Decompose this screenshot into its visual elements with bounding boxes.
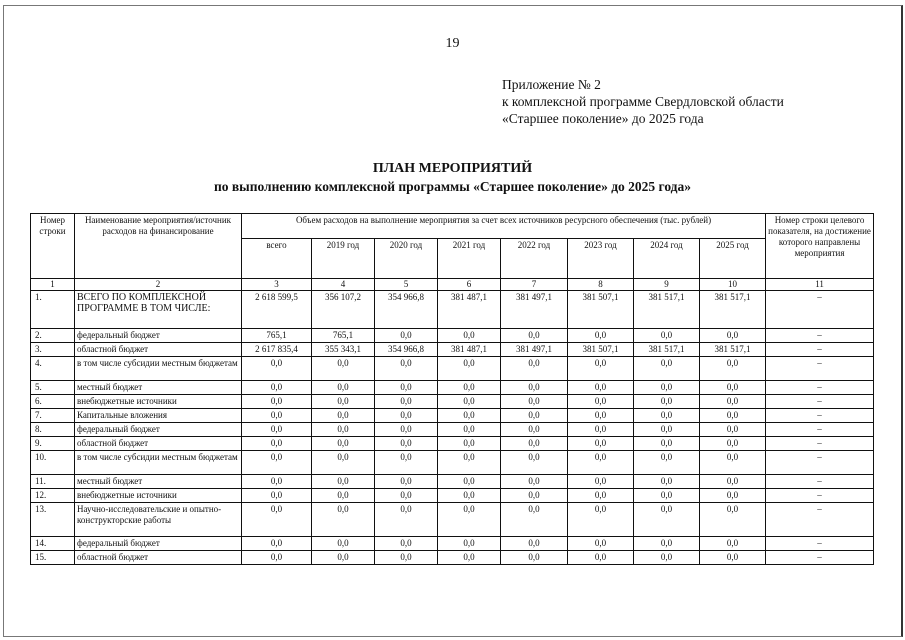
value-cell: 0,0	[375, 451, 438, 475]
target-cell: –	[766, 395, 874, 409]
value-cell: 354 966,8	[375, 343, 438, 357]
value-cell: 0,0	[634, 537, 700, 551]
value-cell: 381 517,1	[634, 291, 700, 329]
row-name-cell: областной бюджет	[75, 343, 242, 357]
table-row	[31, 395, 874, 409]
value-cell: 0,0	[312, 381, 375, 395]
table-row	[31, 451, 874, 475]
table-row	[31, 409, 874, 423]
value-cell: 0,0	[312, 357, 375, 381]
value-cell: 0,0	[700, 409, 766, 423]
value-cell: 0,0	[375, 357, 438, 381]
value-cell: 0,0	[568, 437, 634, 451]
value-cell: 0,0	[438, 409, 501, 423]
header-year: 2024 год	[634, 239, 700, 279]
target-cell: –	[766, 291, 874, 329]
value-cell: 356 107,2	[312, 291, 375, 329]
table-row	[31, 423, 874, 437]
value-cell: 0,0	[438, 451, 501, 475]
row-name-cell: федеральный бюджет	[75, 329, 242, 343]
header-year: 2022 год	[501, 239, 568, 279]
value-cell: 0,0	[700, 503, 766, 537]
value-cell: 0,0	[634, 329, 700, 343]
value-cell: 0,0	[700, 537, 766, 551]
value-cell: 0,0	[312, 423, 375, 437]
value-cell: 0,0	[700, 551, 766, 565]
value-cell: 0,0	[634, 503, 700, 537]
target-cell: –	[766, 343, 874, 357]
target-cell: –	[766, 551, 874, 565]
column-number: 9	[634, 279, 700, 291]
value-cell: 0,0	[375, 329, 438, 343]
value-cell: 0,0	[375, 503, 438, 537]
row-name-cell: внебюджетные источники	[75, 489, 242, 503]
row-number-cell: 9.	[31, 437, 75, 451]
table-row	[31, 537, 874, 551]
value-cell: 0,0	[375, 551, 438, 565]
table-row	[31, 503, 874, 537]
header-name: Наименование мероприятия/источник расходов на финансирование	[75, 214, 242, 279]
page-number: 19	[445, 36, 460, 51]
appendix-line: к комплексной программе Свердловской области	[502, 94, 784, 109]
value-cell: 0,0	[438, 395, 501, 409]
row-number-cell: 12.	[31, 489, 75, 503]
value-cell: 381 517,1	[634, 343, 700, 357]
row-name-cell: ВСЕГО ПО КОМПЛЕКСНОЙ ПРОГРАММЕ В ТОМ ЧИСЛЕ:	[75, 291, 242, 329]
value-cell: 0,0	[501, 329, 568, 343]
value-cell: 0,0	[242, 357, 312, 381]
value-cell: 0,0	[375, 423, 438, 437]
value-cell: 0,0	[700, 329, 766, 343]
value-cell: 381 507,1	[568, 291, 634, 329]
target-cell: –	[766, 489, 874, 503]
target-cell: –	[766, 503, 874, 537]
header-year: 2021 год	[438, 239, 501, 279]
value-cell: 0,0	[634, 489, 700, 503]
value-cell: 0,0	[312, 437, 375, 451]
header-year: 2020 год	[375, 239, 438, 279]
row-name-cell: внебюджетные источники	[75, 395, 242, 409]
value-cell: 0,0	[634, 475, 700, 489]
value-cell: 0,0	[501, 489, 568, 503]
value-cell: 0,0	[700, 489, 766, 503]
value-cell: 0,0	[568, 357, 634, 381]
target-cell: –	[766, 329, 874, 343]
value-cell: 0,0	[501, 451, 568, 475]
header-year: 2023 год	[568, 239, 634, 279]
value-cell: 0,0	[242, 423, 312, 437]
row-number-cell: 15.	[31, 551, 75, 565]
row-name-cell: Капитальные вложения	[75, 409, 242, 423]
value-cell: 0,0	[501, 395, 568, 409]
value-cell: 765,1	[242, 329, 312, 343]
column-number: 7	[501, 279, 568, 291]
value-cell: 0,0	[312, 489, 375, 503]
column-number: 8	[568, 279, 634, 291]
value-cell: 0,0	[700, 437, 766, 451]
appendix-block	[502, 76, 784, 127]
plan-table	[30, 213, 874, 565]
value-cell: 0,0	[375, 409, 438, 423]
row-name-cell: Научно-исследовательские и опытно-конструкторские работы	[75, 503, 242, 537]
row-name-cell: местный бюджет	[75, 381, 242, 395]
row-number-cell: 6.	[31, 395, 75, 409]
value-cell: 0,0	[438, 437, 501, 451]
row-name-cell: в том числе субсидии местным бюджетам	[75, 451, 242, 475]
value-cell: 0,0	[568, 503, 634, 537]
row-number-cell: 10.	[31, 451, 75, 475]
value-cell: 0,0	[634, 423, 700, 437]
value-cell: 2 618 599,5	[242, 291, 312, 329]
value-cell: 0,0	[501, 475, 568, 489]
table-row	[31, 329, 874, 343]
row-name-cell: в том числе субсидии местным бюджетам	[75, 357, 242, 381]
value-cell: 0,0	[312, 475, 375, 489]
column-number: 4	[312, 279, 375, 291]
header-year: 2025 год	[700, 239, 766, 279]
value-cell: 0,0	[312, 551, 375, 565]
value-cell: 0,0	[568, 537, 634, 551]
value-cell: 0,0	[375, 489, 438, 503]
value-cell: 0,0	[634, 357, 700, 381]
column-number: 6	[438, 279, 501, 291]
document-title: ПЛАН МЕРОПРИЯТИЙ	[372, 161, 533, 176]
value-cell: 0,0	[700, 357, 766, 381]
row-number-cell: 2.	[31, 329, 75, 343]
value-cell: 0,0	[568, 551, 634, 565]
header-target: Номер строки целевого показателя, на достижение которого направлены мероприятия	[766, 214, 874, 279]
value-cell: 0,0	[634, 551, 700, 565]
row-name-cell: федеральный бюджет	[75, 423, 242, 437]
header-volume: Объем расходов на выполнение мероприятия за счет всех источников ресурсного обеспечения (тыс. рублей)	[242, 214, 766, 239]
value-cell: 0,0	[438, 357, 501, 381]
value-cell: 0,0	[242, 381, 312, 395]
value-cell: 0,0	[568, 423, 634, 437]
row-number-cell: 11.	[31, 475, 75, 489]
value-cell: 0,0	[501, 537, 568, 551]
value-cell: 0,0	[568, 329, 634, 343]
column-number: 10	[700, 279, 766, 291]
target-cell: –	[766, 381, 874, 395]
value-cell: 0,0	[700, 381, 766, 395]
target-cell: –	[766, 357, 874, 381]
value-cell: 0,0	[568, 409, 634, 423]
value-cell: 0,0	[375, 537, 438, 551]
value-cell: 0,0	[700, 475, 766, 489]
value-cell: 0,0	[700, 395, 766, 409]
column-number: 1	[31, 279, 75, 291]
target-cell: –	[766, 451, 874, 475]
value-cell: 2 617 835,4	[242, 343, 312, 357]
value-cell: 0,0	[438, 489, 501, 503]
value-cell: 0,0	[568, 489, 634, 503]
value-cell: 0,0	[438, 381, 501, 395]
value-cell: 0,0	[242, 475, 312, 489]
value-cell: 0,0	[438, 537, 501, 551]
column-number: 3	[242, 279, 312, 291]
value-cell: 0,0	[568, 381, 634, 395]
row-number-cell: 8.	[31, 423, 75, 437]
column-number: 2	[75, 279, 242, 291]
header-row-number: Номер строки	[31, 214, 75, 279]
value-cell: 0,0	[375, 437, 438, 451]
document-subtitle: по выполнению комплексной программы «Старшее поколение» до 2025 года»	[213, 179, 692, 194]
row-name-cell: областной бюджет	[75, 551, 242, 565]
value-cell: 0,0	[501, 381, 568, 395]
row-name-cell: местный бюджет	[75, 475, 242, 489]
target-cell: –	[766, 409, 874, 423]
value-cell: 381 487,1	[438, 291, 501, 329]
header-year: 2019 год	[312, 239, 375, 279]
table-row	[31, 551, 874, 565]
row-number-cell: 7.	[31, 409, 75, 423]
value-cell: 0,0	[501, 437, 568, 451]
appendix-line: «Старшее поколение» до 2025 года	[502, 111, 704, 126]
value-cell: 765,1	[312, 329, 375, 343]
value-cell: 0,0	[501, 423, 568, 437]
value-cell: 0,0	[242, 503, 312, 537]
value-cell: 0,0	[634, 381, 700, 395]
row-number-cell: 4.	[31, 357, 75, 381]
value-cell: 0,0	[242, 437, 312, 451]
appendix-line: Приложение № 2	[502, 77, 601, 92]
row-number-cell: 14.	[31, 537, 75, 551]
table-row	[31, 357, 874, 381]
target-cell: –	[766, 537, 874, 551]
value-cell: 381 497,1	[501, 291, 568, 329]
value-cell: 0,0	[438, 329, 501, 343]
value-cell: 381 497,1	[501, 343, 568, 357]
value-cell: 0,0	[568, 451, 634, 475]
value-cell: 0,0	[438, 503, 501, 537]
row-number-cell: 1.	[31, 291, 75, 329]
value-cell: 0,0	[312, 451, 375, 475]
value-cell: 0,0	[568, 475, 634, 489]
column-number: 11	[766, 279, 874, 291]
value-cell: 0,0	[438, 551, 501, 565]
row-name-cell: федеральный бюджет	[75, 537, 242, 551]
value-cell: 0,0	[634, 437, 700, 451]
value-cell: 381 517,1	[700, 291, 766, 329]
value-cell: 0,0	[312, 537, 375, 551]
value-cell: 0,0	[501, 409, 568, 423]
value-cell: 0,0	[438, 475, 501, 489]
value-cell: 0,0	[634, 451, 700, 475]
value-cell: 0,0	[312, 503, 375, 537]
value-cell: 381 487,1	[438, 343, 501, 357]
value-cell: 0,0	[312, 395, 375, 409]
value-cell: 0,0	[501, 503, 568, 537]
value-cell: 0,0	[501, 551, 568, 565]
value-cell: 0,0	[501, 357, 568, 381]
target-cell: –	[766, 475, 874, 489]
row-name-cell: областной бюджет	[75, 437, 242, 451]
row-number-cell: 3.	[31, 343, 75, 357]
row-number-cell: 13.	[31, 503, 75, 537]
value-cell: 0,0	[568, 395, 634, 409]
value-cell: 0,0	[242, 489, 312, 503]
target-cell: –	[766, 437, 874, 451]
table-row	[31, 381, 874, 395]
value-cell: 0,0	[242, 451, 312, 475]
column-number: 5	[375, 279, 438, 291]
table-row	[31, 291, 874, 329]
table-row	[31, 437, 874, 451]
value-cell: 0,0	[375, 381, 438, 395]
value-cell: 355 343,1	[312, 343, 375, 357]
value-cell: 0,0	[242, 551, 312, 565]
row-number-cell: 5.	[31, 381, 75, 395]
value-cell: 0,0	[375, 395, 438, 409]
value-cell: 0,0	[700, 423, 766, 437]
value-cell: 0,0	[242, 537, 312, 551]
value-cell: 0,0	[375, 475, 438, 489]
value-cell: 0,0	[312, 409, 375, 423]
value-cell: 0,0	[700, 451, 766, 475]
header-year: всего	[242, 239, 312, 279]
value-cell: 354 966,8	[375, 291, 438, 329]
value-cell: 0,0	[242, 395, 312, 409]
table-row	[31, 343, 874, 357]
value-cell: 0,0	[438, 423, 501, 437]
target-cell: –	[766, 423, 874, 437]
value-cell: 0,0	[634, 395, 700, 409]
value-cell: 381 507,1	[568, 343, 634, 357]
value-cell: 381 517,1	[700, 343, 766, 357]
value-cell: 0,0	[634, 409, 700, 423]
table-row	[31, 475, 874, 489]
value-cell: 0,0	[242, 409, 312, 423]
table-row	[31, 489, 874, 503]
